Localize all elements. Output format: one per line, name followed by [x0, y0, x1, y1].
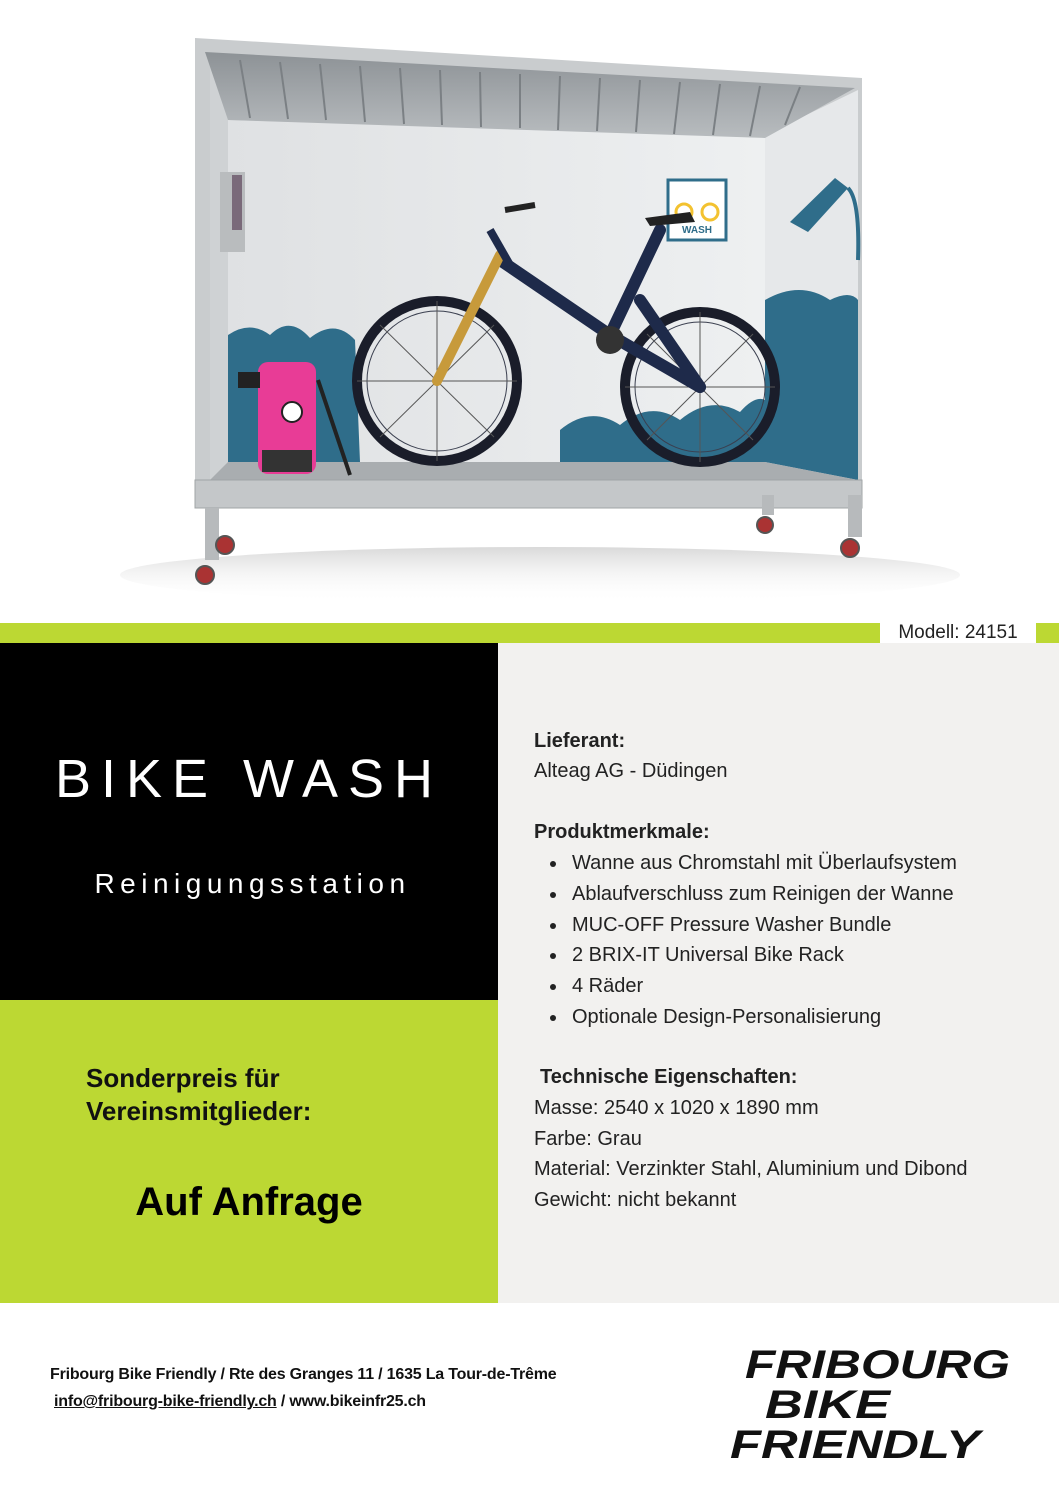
- tech-row: [534, 1154, 968, 1185]
- tech-value: 2540 x 1020 x 1890 mm: [598, 1097, 819, 1119]
- logo-line2: BIKE: [765, 1383, 892, 1427]
- tech-label: Gewicht:: [534, 1188, 612, 1211]
- product-subtitle: Reinigungsstation: [94, 868, 411, 899]
- tech-value: Grau: [591, 1127, 642, 1150]
- supplier-value: Alteag AG - Düdingen: [534, 760, 728, 782]
- tech-list: [534, 1093, 968, 1215]
- list-item: Wanne aus Chromstahl mit Überlaufsystem: [550, 848, 957, 879]
- features-section: [534, 817, 710, 847]
- logo-line3: FRIENDLY: [730, 1423, 985, 1465]
- price-label-line1: Sonderpreis für: [86, 1063, 280, 1093]
- tech-value: Verzinkter Stahl, Aluminium und Dibond: [610, 1158, 968, 1180]
- sign-text: WASH: [682, 225, 712, 236]
- tech-row: [534, 1185, 968, 1216]
- features-list: [550, 848, 957, 1033]
- price-panel: [0, 1000, 498, 1303]
- list-item: Optionale Design-Personalisierung: [550, 1002, 957, 1033]
- list-item: 2 BRIX-IT Universal Bike Rack: [550, 940, 957, 971]
- price-label-line2: Vereinsmitglieder:: [86, 1096, 312, 1126]
- features-heading: Produktmerkmale:: [534, 821, 710, 843]
- tech-row: [534, 1093, 968, 1124]
- supplier-heading: Lieferant:: [534, 730, 626, 752]
- price-value: Auf Anfrage: [135, 1180, 363, 1224]
- footer-address: Fribourg Bike Friendly / Rte des Granges 11 / 1635 La Tour-de-Trême: [50, 1366, 557, 1383]
- list-item: MUC-OFF Pressure Washer Bundle: [550, 910, 957, 941]
- footer-separator: /: [276, 1393, 290, 1410]
- product-title: BIKE WASH: [54, 749, 444, 809]
- fribourg-bike-friendly-logo: [725, 1340, 1025, 1465]
- tech-value: nicht bekannt: [611, 1188, 737, 1211]
- tech-heading: Technische Eigenschaften:: [540, 1066, 798, 1088]
- tech-section: [540, 1062, 797, 1092]
- list-item: Ablaufverschluss zum Reinigen der Wanne: [550, 879, 957, 910]
- email-link[interactable]: info@fribourg-bike-friendly.ch: [54, 1393, 277, 1410]
- logo-line1: FRIBOURG: [745, 1343, 1010, 1387]
- model-number: Modell: 24151: [880, 620, 1036, 645]
- list-item: 4 Räder: [550, 971, 957, 1002]
- tech-row: [534, 1124, 968, 1155]
- supplier-section: [534, 726, 727, 787]
- title-panel: [0, 643, 498, 1000]
- tech-label: Farbe:: [534, 1127, 592, 1150]
- website-link[interactable]: www.bikeinfr25.ch: [289, 1393, 426, 1410]
- tech-label: Material:: [534, 1158, 611, 1180]
- tech-label: Masse:: [534, 1097, 599, 1119]
- price-label: [86, 1062, 311, 1128]
- footer-contact: [54, 1393, 426, 1411]
- product-photo: [0, 0, 1059, 620]
